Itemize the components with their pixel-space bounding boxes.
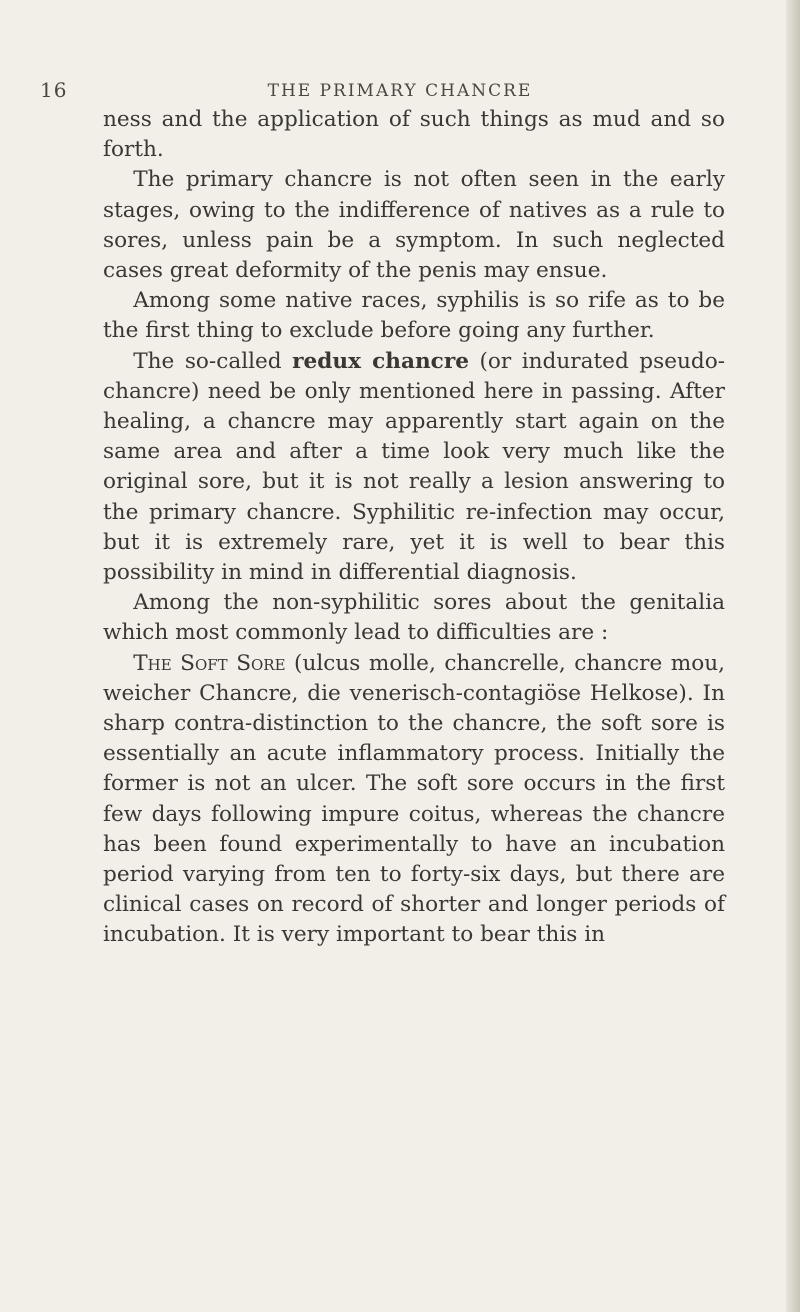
paragraph-rest: (ulcus molle, chancrelle, chancre mou, weicher Chancre, die venerisch-contagiöse Helkose). In sharp contra-distinction to the chancre, the soft sore is essentially an acute inflammatory process. Initially the former is not an ulcer. The soft sore occurs in the first few days following impure coitus, whereas the chancre has been found experimentally to have an incubation period varying from ten to forty-six days, but there are clinical cases on record of shorter and longer periods of incubation. It is very important to bear this in [103, 650, 725, 948]
term-redux-chancre: redux chancre [292, 348, 469, 374]
heading-soft-sore: The Soft Sore [133, 650, 286, 676]
running-head [0, 78, 800, 108]
paragraph-continued: ness and the application of such things as mud and so forth. [103, 107, 725, 163]
page-number: 16 [40, 78, 68, 102]
header-title: THE PRIMARY CHANCRE [267, 81, 533, 101]
paragraph-rest: (or indurated pseudo-chancre) need be only mentioned here in passing. After healing, a chancre may apparently start again on the same area and after a time look very much like the original sore, but it is not really a lesion answering to the primary chancre. Syphilitic re-infection may occur, but it is extremely rare, yet it is well to bear this possibility in mind in differential diagnosis. [103, 348, 726, 586]
paragraph-soft-sore [103, 649, 725, 951]
page-edge-shadow [786, 0, 800, 1312]
paragraph-redux-chancre [103, 347, 725, 589]
body-text [103, 105, 725, 951]
paragraph-non-syphilitic: Among the non-syphilitic sores about the genitalia which most commonly lead to difficulties are : [103, 590, 725, 646]
paragraph-lead: The so-called [133, 348, 293, 374]
paragraph-primary-chancre: The primary chancre is not often seen in the early stages, owing to the indifference of natives as a rule to sores, unless pain be a symptom. In such neglected cases great deformity of the penis may ensue. [103, 167, 725, 284]
paragraph-native-races: Among some native races, syphilis is so rife as to be the first thing to exclude before going any further. [103, 288, 725, 344]
